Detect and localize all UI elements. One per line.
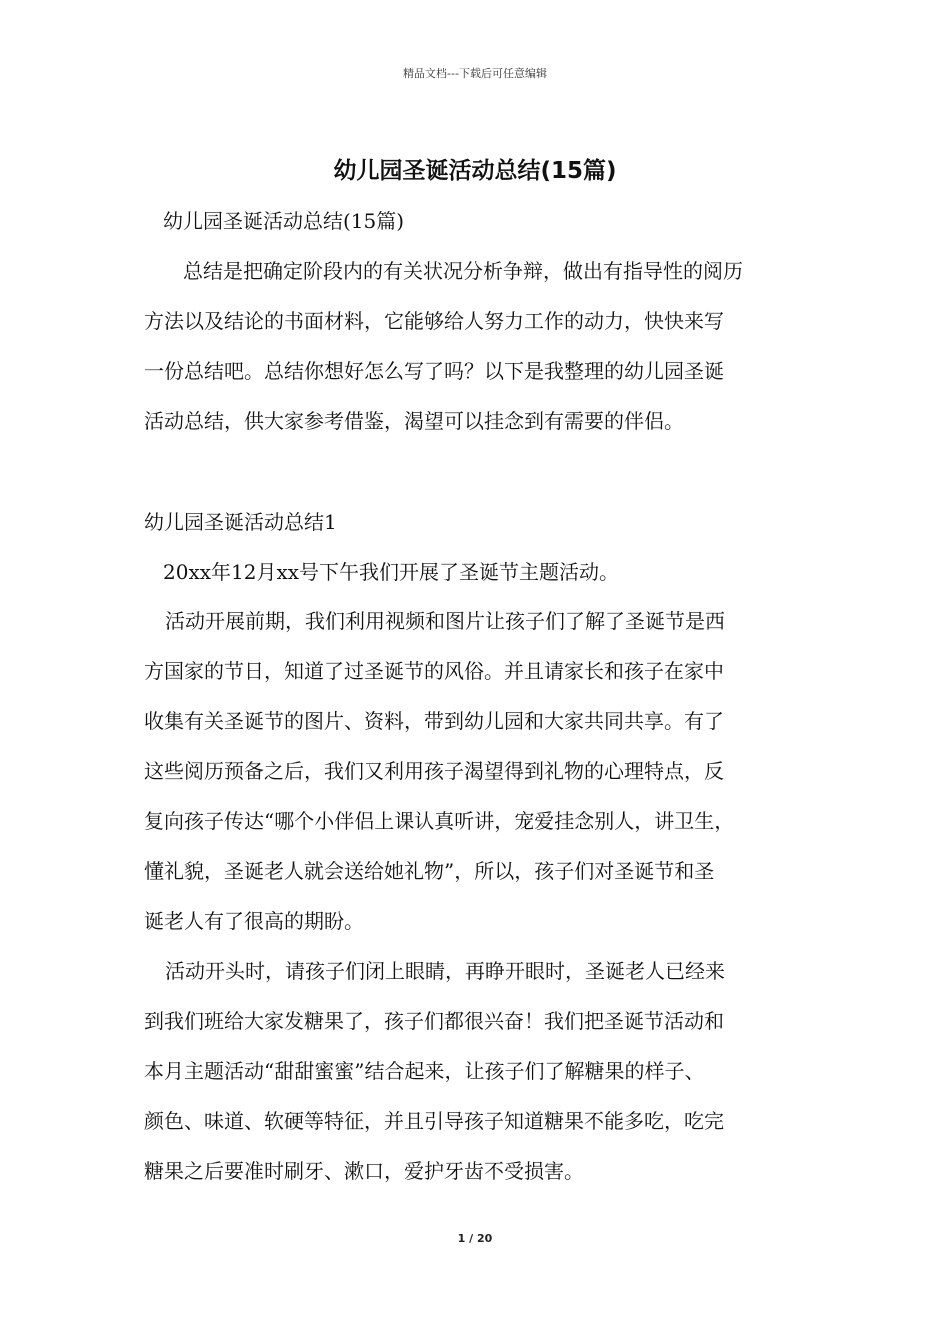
page-number: 1 / 20	[457, 1232, 493, 1245]
paragraph-line: 到我们班给大家发糖果了，孩子们都很兴奋！我们把圣诞节活动和	[144, 1009, 724, 1033]
page-header: 精品文档---下载后可任意编辑	[403, 67, 547, 80]
paragraph-line: 方国家的节日，知道了过圣诞节的风俗。并且请家长和孩子在家中	[144, 659, 724, 683]
paragraph-line: 懂礼貌，圣诞老人就会送给她礼物”，所以，孩子们对圣诞节和圣	[144, 859, 715, 883]
paragraph-line: 这些阅历预备之后，我们又利用孩子渴望得到礼物的心理特点，反	[144, 759, 724, 783]
paragraph-line: 活动开展前期，我们利用视频和图片让孩子们了解了圣诞节是西	[165, 609, 725, 633]
paragraph-line: 本月主题活动“甜甜蜜蜜”结合起来，让孩子们了解糖果的样子、	[144, 1059, 705, 1083]
document-title: 幼儿园圣诞活动总结(15篇)	[333, 158, 617, 184]
paragraph-line: 20xx年12月xx号下午我们开展了圣诞节主题活动。	[163, 560, 620, 584]
intro-paragraph-line: 一份总结吧。总结你想好怎么写了吗？以下是我整理的幼儿园圣诞	[144, 359, 724, 383]
paragraph-line: 复向孩子传达“哪个小伴侣上课认真听讲，宠爱挂念别人，讲卫生，	[144, 809, 735, 833]
subtitle-line: 幼儿园圣诞活动总结(15篇)	[163, 209, 405, 233]
paragraph-line: 颜色、味道、软硬等特征，并且引导孩子知道糖果不能多吃，吃完	[144, 1109, 724, 1133]
section-heading: 幼儿园圣诞活动总结1	[144, 510, 337, 534]
paragraph-line: 糖果之后要准时刷牙、漱口，爱护牙齿不受损害。	[144, 1159, 584, 1183]
paragraph-line: 收集有关圣诞节的图片、资料，带到幼儿园和大家共同共享。有了	[144, 709, 724, 733]
intro-paragraph-line: 总结是把确定阶段内的有关状况分析争辩，做出有指导性的阅历	[183, 259, 743, 283]
paragraph-line: 活动开头时，请孩子们闭上眼睛，再睁开眼时，圣诞老人已经来	[165, 959, 725, 983]
paragraph-line: 诞老人有了很高的期盼。	[144, 909, 364, 933]
intro-paragraph-line: 活动总结，供大家参考借鉴，渴望可以挂念到有需要的伴侣。	[144, 409, 684, 433]
intro-paragraph-line: 方法以及结论的书面材料，它能够给人努力工作的动力，快快来写	[144, 309, 724, 333]
